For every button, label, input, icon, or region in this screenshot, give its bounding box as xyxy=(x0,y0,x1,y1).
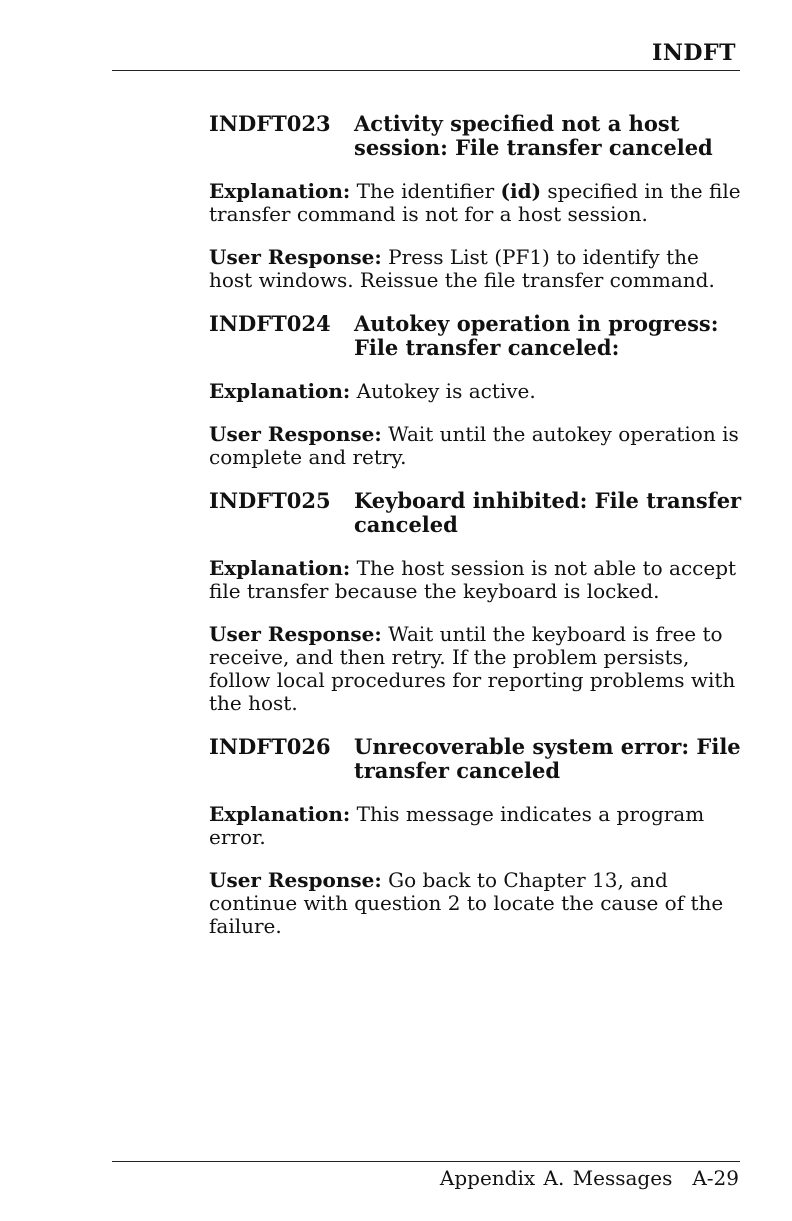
message-heading xyxy=(209,312,744,360)
user-response-label: User Response: xyxy=(209,622,382,646)
user-response-label: User Response: xyxy=(209,868,382,892)
message-list xyxy=(209,112,744,958)
header-rule xyxy=(112,70,740,71)
message-title: Keyboard inhibited: File transfer canceled xyxy=(354,488,742,537)
message-code: INDFT025 xyxy=(209,488,331,513)
user-response-paragraph xyxy=(209,423,744,469)
user-response-label: User Response: xyxy=(209,422,382,446)
page-number: A-29 xyxy=(692,1166,739,1190)
user-response-label: User Response: xyxy=(209,245,382,269)
footer-section: Appendix A. Messages xyxy=(439,1166,673,1190)
message-heading xyxy=(209,735,744,783)
user-response-text: Press List (PF1) to identify the host windows. Reissue the file transfer command. xyxy=(209,245,715,292)
message-code: INDFT023 xyxy=(209,111,331,136)
user-response-text: Wait until the autokey operation is complete and retry. xyxy=(209,422,739,469)
message-code: INDFT024 xyxy=(209,311,331,336)
explanation-emphasis: (id) xyxy=(500,179,542,203)
running-head: INDFT xyxy=(652,40,736,66)
user-response-paragraph xyxy=(209,869,744,938)
explanation-text: The host session is not able to accept file transfer because the keyboard is locked. xyxy=(209,556,737,603)
explanation-paragraph xyxy=(209,557,744,603)
page-footer xyxy=(440,1166,739,1190)
explanation-label: Explanation: xyxy=(209,379,351,403)
message-title: Autokey operation in progress: File transfer canceled: xyxy=(354,311,719,360)
explanation-text: This message indicates a program error. xyxy=(209,802,705,849)
explanation-paragraph xyxy=(209,803,744,849)
message-title: Unrecoverable system error: File transfer canceled xyxy=(354,734,741,783)
message-title: Activity specified not a host session: File transfer canceled xyxy=(354,111,713,160)
message-heading xyxy=(209,489,744,537)
user-response-text: Wait until the keyboard is free to receive, and then retry. If the problem persists, follow local procedures for reporting problems with the host. xyxy=(209,622,736,715)
explanation-label: Explanation: xyxy=(209,179,351,203)
explanation-paragraph xyxy=(209,380,744,403)
explanation-text: Autokey is active. xyxy=(356,379,536,403)
footer-rule xyxy=(112,1161,740,1162)
user-response-paragraph xyxy=(209,623,744,715)
explanation-label: Explanation: xyxy=(209,556,351,580)
message-heading xyxy=(209,112,744,160)
user-response-text: Go back to Chapter 13, and continue with question 2 to locate the cause of the failure. xyxy=(209,868,724,938)
user-response-paragraph xyxy=(209,246,744,292)
message-code: INDFT026 xyxy=(209,734,331,759)
explanation-label: Explanation: xyxy=(209,802,351,826)
explanation-paragraph xyxy=(209,180,744,226)
explanation-text: The identifier xyxy=(356,179,495,203)
explanation-text-cont: specified in the file transfer command is not for a host session. xyxy=(209,179,741,226)
